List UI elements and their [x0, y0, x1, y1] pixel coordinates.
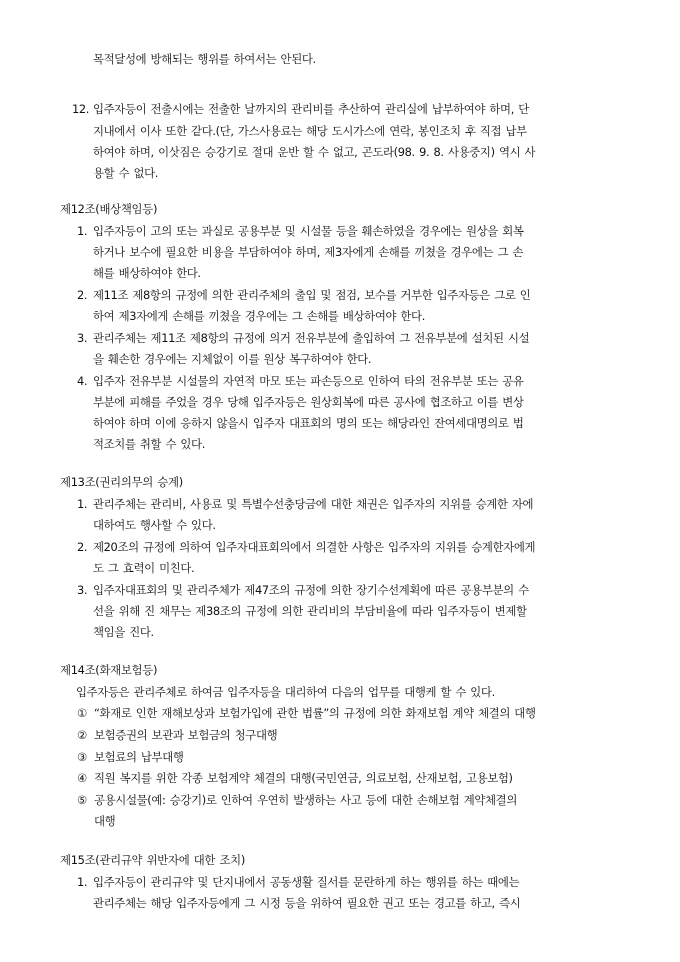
article-12-heading: 제12조(배상책임등): [60, 202, 158, 216]
text-line: 입주자등이 관리규약 및 단지내에서 공동생활 질서를 문란하게 하는 행위를 하는 때에는: [93, 875, 520, 889]
text-line: 하여야 하며 이에 응하지 않을시 입주자 대표회의 명의 또는 해당라인 잔여세대명의로 법: [93, 416, 524, 430]
text-line: 공용시설물(예: 승강기)로 인하여 우연히 발생하는 사고 등에 대한 손해보험 계약체결의: [94, 793, 517, 807]
text-line: 하거나 보수에 필요한 비용을 부담하여야 하며, 제3자에게 손해를 끼쳤을 경우에는 그 손: [93, 245, 524, 259]
article-14-intro: 입주자등은 관리주체로 하여금 입주자등을 대리하여 다음의 업무를 대행케 할 수 있다.: [76, 685, 495, 699]
text-line: 목적달성에 방해되는 행위를 하여서는 안된다.: [93, 52, 316, 66]
text-line: 직원 복지를 위한 각종 보험계약 체결의 대행(국민연금, 의료보험, 산재보험, 고용보험): [94, 771, 513, 785]
text-line: 지내에서 이사 또한 같다.(단, 가스사용료는 해당 도시가스에 연락, 봉인조치 후 직접 납부: [93, 124, 527, 138]
text-line: 하여 제3자에게 손해를 끼쳤을 경우에는 그 손해를 배상하여야 한다.: [93, 309, 425, 323]
text-line: 입주자 전유부분 시설물의 자연적 마모 또는 파손등으로 인하여 타의 전유부분 또는 공유: [93, 374, 524, 388]
item-number: 1.: [77, 497, 88, 511]
text-line: 제20조의 규정에 의하여 입주자대표회의에서 의결한 사항은 입주자의 지위를 승계한자에게: [93, 540, 536, 554]
text-line: 부분에 피해를 주었을 경우 당해 입주자등은 원상회복에 따른 공사에 협조하고 이를 변상: [93, 395, 524, 409]
text-line: 용할 수 없다.: [93, 166, 159, 180]
text-line: 입주자등이 고의 또는 과실로 공용부분 및 시설물 등을 훼손하였을 경우에는 원상을 회복: [93, 224, 524, 238]
text-line: 관리주체는 제11조 제8항의 규정에 의거 전유부분에 출입하여 그 전유부분에 설치된 시설: [93, 331, 530, 345]
text-line: “화재로 인한 재해보상과 보험가입에 관한 법률”의 규정에 의한 화재보험 계약 체결의 대행: [94, 706, 536, 720]
text-line: 대행: [94, 814, 116, 828]
text-line: 선을 위해 진 채무는 제38조의 규정에 의한 관리비의 부담비율에 따라 입주자등이 변제할: [93, 604, 527, 618]
item-number: 3.: [77, 583, 88, 597]
text-line: 도 그 효력이 미친다.: [93, 561, 195, 575]
text-line: 입주자등이 전출시에는 전출한 날까지의 관리비를 추산하여 관리실에 납부하여야 하며, 단: [93, 102, 529, 116]
item-number: ④: [77, 771, 87, 785]
text-line: 책임을 진다.: [93, 625, 154, 639]
text-line: 하여야 하며, 이삿짐은 승강기로 절대 운반 할 수 없고, 곤도라(98. 9. 8. 사용중지) 역시 사: [93, 145, 536, 159]
item-number: 2.: [77, 288, 88, 302]
text-line: 해를 배상하여야 한다.: [93, 266, 201, 280]
item-number: ③: [77, 750, 87, 764]
item-number: ①: [77, 706, 87, 720]
article-15-heading: 제15조(관리규약 위반자에 대한 조치): [60, 853, 245, 867]
item-number: ②: [77, 728, 87, 742]
text-line: 관리주체는 관리비, 사용료 및 특별수선충당금에 대한 채권은 입주자의 지위를 승계한 자에: [93, 497, 534, 511]
article-13-heading: 제13조(권리의무의 승계): [60, 475, 183, 489]
item-number: 1.: [77, 875, 88, 889]
text-line: 관리주체는 해당 입주자등에게 그 시정 등을 위하여 필요한 권고 또는 경고를 하고, 즉시: [93, 896, 521, 910]
item-number: 1.: [77, 224, 88, 238]
item-number: 4.: [77, 374, 88, 388]
text-line: 보험료의 납부대행: [94, 750, 184, 764]
text-line: 보험증권의 보관과 보험금의 청구대행: [94, 728, 278, 742]
text-line: 을 훼손한 경우에는 지체없이 이를 원상 복구하여야 한다.: [93, 352, 372, 366]
item-number: 2.: [77, 540, 88, 554]
text-line: 입주자대표회의 및 관리주체가 제47조의 규정에 의한 장기수선계획에 따른 공용부분의 수: [93, 583, 529, 597]
item-number: ⑤: [77, 793, 87, 807]
item-number: 3.: [77, 331, 88, 345]
text-line: 대하여도 행사할 수 있다.: [93, 518, 216, 532]
item-number: 12.: [72, 102, 90, 116]
article-14-heading: 제14조(화재보험등): [60, 663, 158, 677]
text-line: 제11조 제8항의 규정에 의한 관리주체의 출입 및 점검, 보수를 거부한 입주자등은 그로 인: [93, 288, 531, 302]
text-line: 적조치를 취할 수 있다.: [93, 437, 205, 451]
